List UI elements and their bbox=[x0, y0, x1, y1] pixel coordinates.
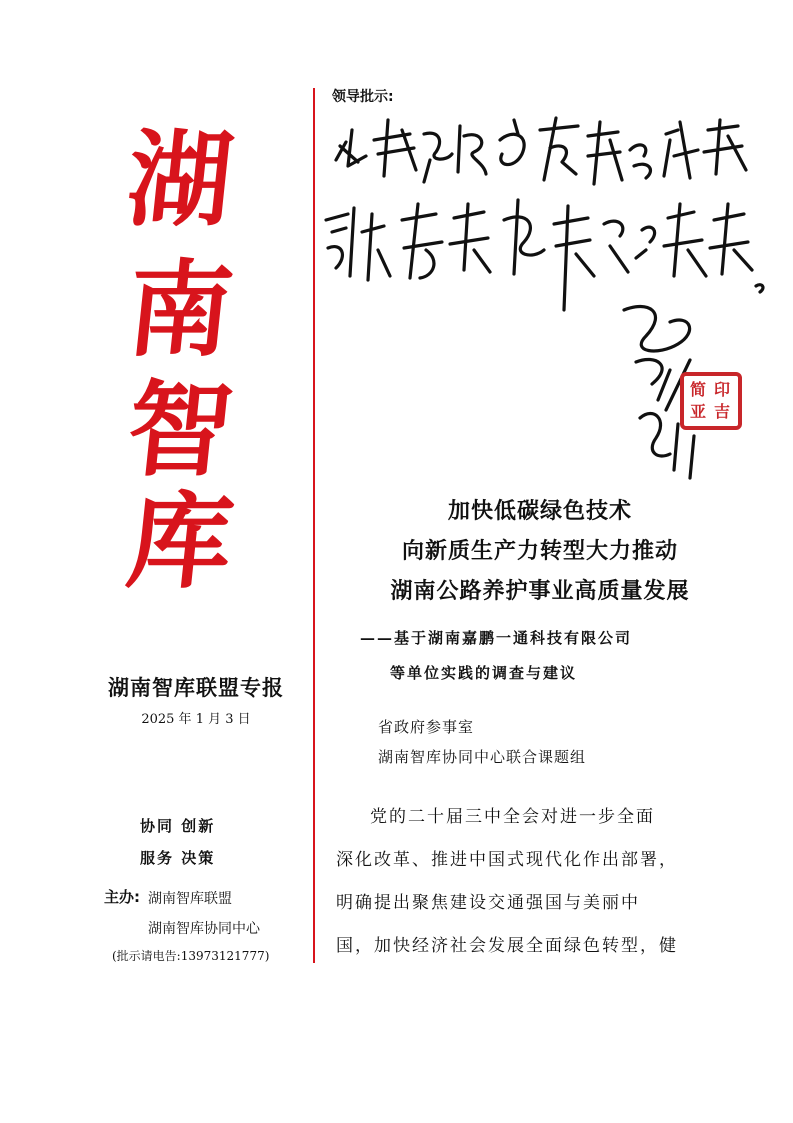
headline-line-1: 加快低碳绿色技术 bbox=[447, 499, 632, 524]
brief-title: 湖南智库联盟专报 bbox=[108, 676, 284, 700]
motto-line-2: 服务 决策 bbox=[140, 849, 216, 867]
subtitle-line-1: ——基于湖南嘉鹏一通科技有限公司 bbox=[360, 629, 633, 647]
headline-line-2: 向新质生产力转型大力推动 bbox=[401, 539, 678, 564]
host-line-1: 湖南智库联盟 bbox=[148, 891, 232, 907]
author-line-2: 湖南智库协同中心联合课题组 bbox=[378, 748, 587, 766]
body-paragraph bbox=[336, 796, 686, 968]
body-line: 深化改革、推进中国式现代化作出部署， bbox=[336, 850, 678, 870]
host-line-2: 湖南智库协同中心 bbox=[148, 921, 260, 937]
body-line: 国，加快经济社会发展全面绿色转型，健 bbox=[336, 936, 678, 956]
masthead-char-4: 库 bbox=[121, 480, 239, 603]
seal-stamp: 简 印 亚 吉 bbox=[680, 372, 742, 430]
masthead-char-2: 南 bbox=[121, 248, 239, 371]
masthead-char-3: 智 bbox=[121, 368, 239, 491]
motto-line-1: 协同 创新 bbox=[140, 817, 216, 835]
vertical-divider bbox=[313, 88, 315, 963]
headline-line-3: 湖南公路养护事业高质量发展 bbox=[390, 579, 690, 604]
hotline: (批示请电告:13973121777) bbox=[112, 949, 270, 963]
body-line: 明确提出聚焦建设交通强国与美丽中 bbox=[336, 893, 640, 913]
brief-date: 2025 年 1 月 3 日 bbox=[141, 712, 251, 727]
instruction-label: 领导批示: bbox=[332, 89, 394, 105]
body-line: 党的二十届三中全会对进一步全面 bbox=[370, 807, 655, 827]
host-label: 主办: bbox=[104, 888, 140, 906]
author-line-1: 省政府参事室 bbox=[378, 718, 475, 736]
masthead-char-1: 湖 bbox=[121, 118, 239, 241]
subtitle-line-2: 等单位实践的调查与建议 bbox=[390, 664, 578, 682]
